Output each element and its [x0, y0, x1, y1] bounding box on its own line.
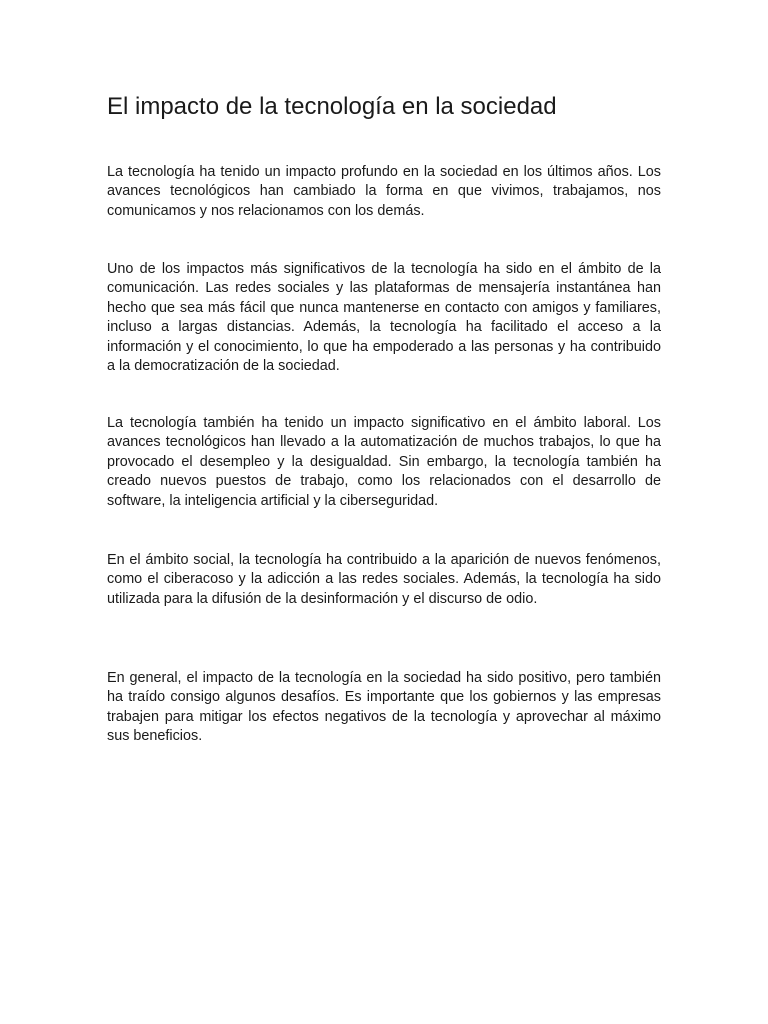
paragraph-social: En el ámbito social, la tecnología ha contribuido a la aparición de nuevos fenómenos, como el ciberacoso y la adicción a las redes sociales. Además, la tecnología ha sido utilizada para la difusión de la desinformación y el discurso de odio. [107, 552, 661, 607]
paragraph-labor: La tecnología también ha tenido un impacto significativo en el ámbito laboral. Los avances tecnológicos han llevado a la automatización de muchos trabajos, lo que ha provocado el desempleo y la desigualdad. Sin embargo, la tecnología también ha creado nuevos puestos de trabajo, como los relacionados con el desarrollo de software, la inteligencia artificial y la ciberseguridad. [107, 415, 661, 509]
document-title: El impacto de la tecnología en la sociedad [107, 93, 557, 120]
paragraph-communication: Uno de los impactos más significativos de la tecnología ha sido en el ámbito de la comunicación. Las redes sociales y las plataformas de mensajería instantánea han hecho que sea más fácil que nunca mantenerse en contacto con amigos y familiares, incluso a largas distancias. Además, la tecnología ha facilitado el acceso a la información y el conocimiento, lo que ha empoderado a las personas y ha contribuido a la democratización de la sociedad. [107, 261, 661, 375]
paragraph-intro: La tecnología ha tenido un impacto profundo en la sociedad en los últimos años. Los avances tecnológicos han cambiado la forma en que vivimos, trabajamos, nos comunicamos y nos relacionamos con los demás. [107, 164, 661, 219]
paragraph-conclusion: En general, el impacto de la tecnología en la sociedad ha sido positivo, pero también ha traído consigo algunos desafíos. Es importante que los gobiernos y las empresas trabajen para mitigar los efectos negativos de la tecnología y aprovechar al máximo sus beneficios. [107, 670, 661, 745]
